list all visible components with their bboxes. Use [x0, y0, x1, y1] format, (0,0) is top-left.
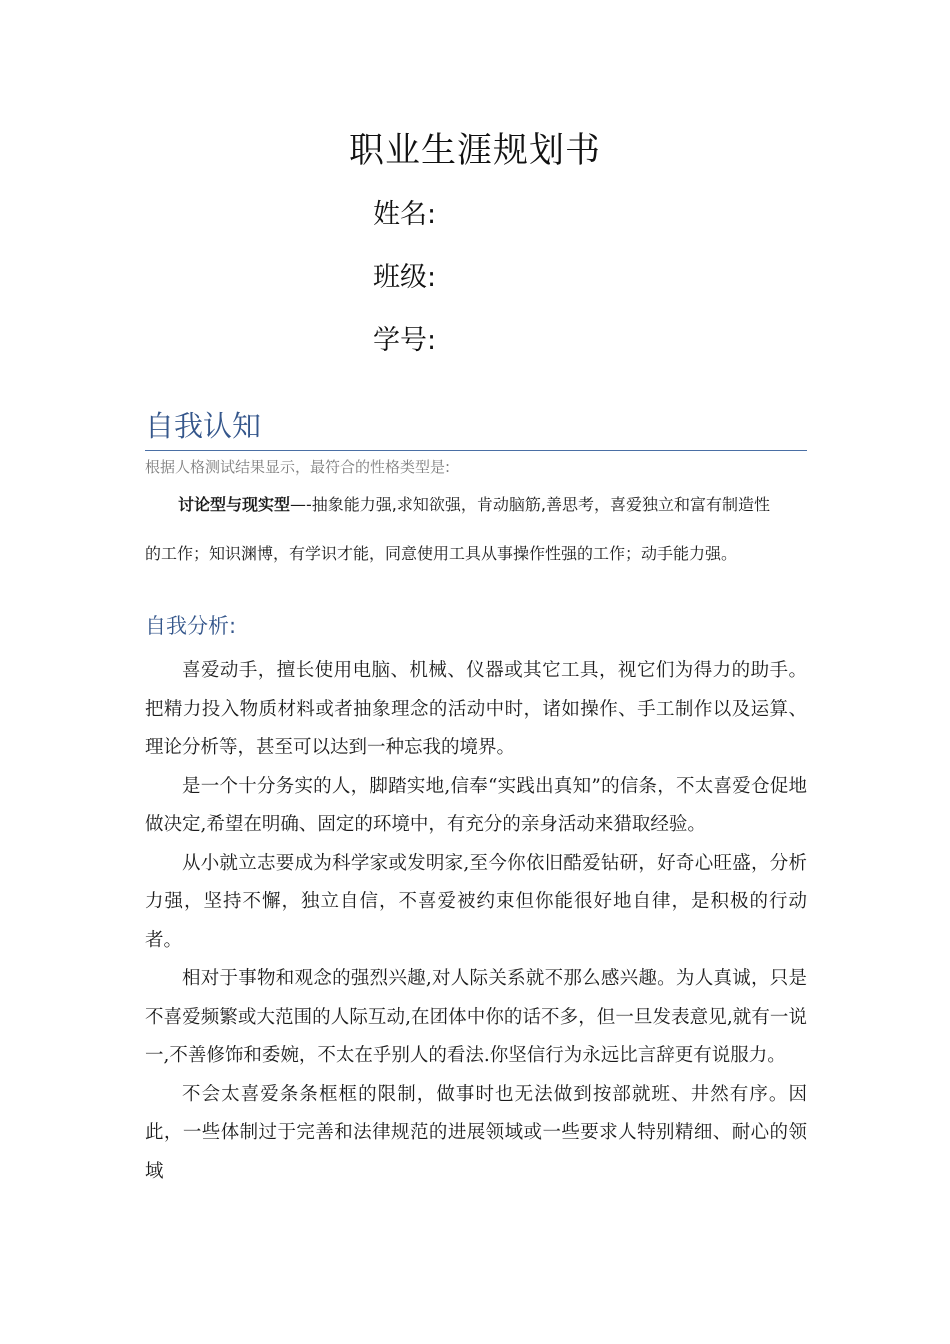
self-analysis-heading: 自我分析:	[145, 614, 237, 638]
analysis-paragraph: 是一个十分务实的人，脚踏实地,信奉“实践出真知”的信条，不太喜爱仓促地做决定,希望在明确、固定的环境中，有充分的亲身活动来猎取经验。	[145, 775, 807, 835]
personality-type-name: 讨论型与现实型	[178, 495, 291, 514]
personality-type-description-cont: 的工作；知识渊博，有学识才能，同意使用工具从事操作性强的工作；动手能力强。	[145, 544, 738, 563]
self-analysis-body	[145, 652, 807, 1191]
class-field-label: 班级:	[373, 262, 437, 293]
analysis-paragraph: 相对于事物和观念的强烈兴趣,对人际关系就不那么感兴趣。为人真诚，只是不喜爱频繁或大范围的人际互动,在团体中你的话不多，但一旦发表意见,就有一说一,不善修饰和委婉，不太在乎别人的看法.你坚信行为永远比言辞更有说服力。	[145, 968, 807, 1066]
document-title: 职业生涯规划书	[348, 131, 601, 171]
test-result-intro: 根据人格测试结果显示，最符合的性格类型是:	[145, 458, 451, 476]
name-field-label: 姓名:	[373, 199, 437, 230]
personality-type-description: —-抽象能力强,求知欲强，肯动脑筋,善思考，喜爱独立和富有制造性	[290, 495, 770, 514]
self-cognition-heading: 自我认知	[145, 409, 262, 443]
heading-divider	[145, 450, 807, 451]
personality-type-line	[145, 494, 840, 516]
analysis-paragraph: 从小就立志要成为科学家或发明家,至今你依旧酷爱钻研，好奇心旺盛，分析力强，坚持不懈，独立自信，不喜爱被约束但你能很好地自律，是积极的行动者。	[145, 852, 807, 951]
analysis-paragraph: 喜爱动手，擅长使用电脑、机械、仪器或其它工具，视它们为得力的助手。把精力投入物质材料或者抽象理念的活动中时，诸如操作、手工制作以及运算、理论分析等，甚至可以达到一种忘我的境界。	[145, 660, 807, 758]
student-id-field-label: 学号:	[373, 325, 437, 356]
analysis-paragraph: 不会太喜爱条条框框的限制，做事时也无法做到按部就班、井然有序。因此，一些体制过于完善和法律规范的进展领域或一些要求人特别精细、耐心的领域	[145, 1083, 807, 1182]
